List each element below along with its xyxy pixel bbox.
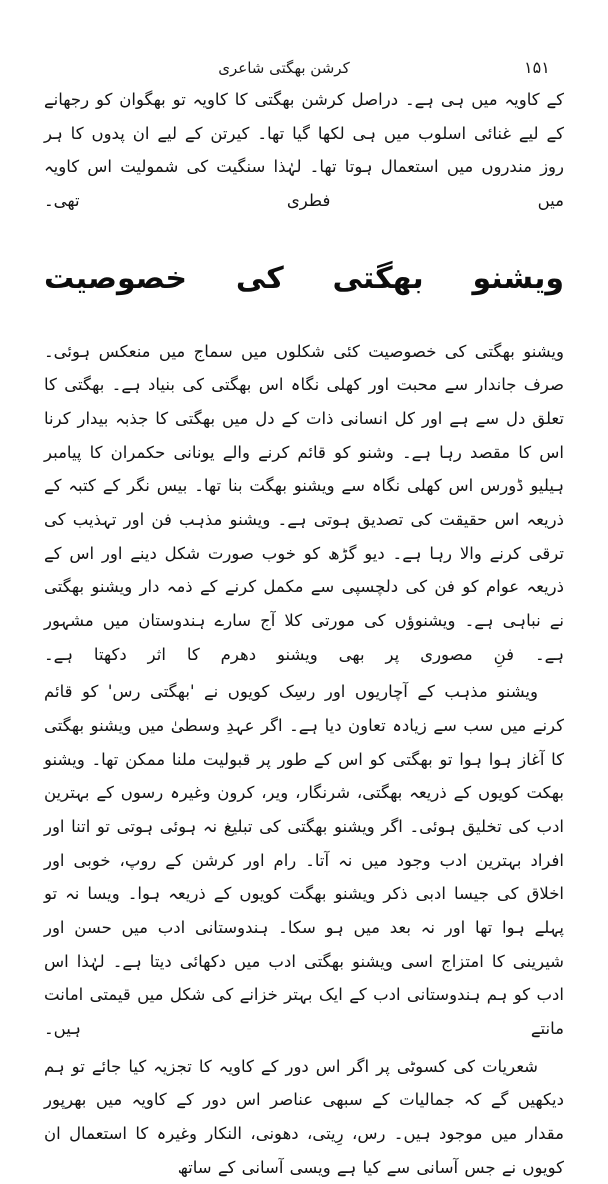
page-body	[44, 83, 564, 1184]
paragraph-1: ویشنو بھگتی کی خصوصیت کئی شکلوں میں سماج میں منعکس ہوئی۔ صرف جاندار سے محبت اور کھلی نگاہ اس بھگتی کی بنیاد ہے۔ بھگتی کا تعلق دل سے ہے اور کل انسانی ذات کے دل میں بھگتی کا جذبہ بیدار کرنا اس کا مقصد رہا ہے۔ وشنو کو قائم کرنے والے یونانی حکمران کا پیامبر ہیلیو ڈورس اس کھلی نگاہ سے ویشنو بھگت بنا تھا۔ بیس نگر کے کتبہ کے ذریعہ اس حقیقت کی تصدیق ہوتی ہے۔ ویشنو مذہب فن اور تہذیب کی ترقی کرنے والا رہا ہے۔ دیو گڑھ کو خوب صورت شکل دینے اور اس کے ذریعہ عوام کو فن کی دلچسپی سے مکمل کرنے کے ذمہ دار ویشنو بھگتی نے نباہی ہے۔ ویشنوؤں کی مورتی کلا آج سارے ہندوستان میں مشہور ہے۔ فنِ مصوری پر بھی ویشنو دھرم کا اثر دکھتا ہے۔	[44, 341, 564, 664]
paragraph-2: ویشنو مذہب کے آچاریوں اور رسِک کویوں نے 'بھگتی رس' کو قائم کرنے میں سب سے زیادہ تعاون دیا ہے۔ اگر عہدِ وسطیٰ میں ویشنو بھگتی کا آغاز ہوا ہوا تو بھگتی کو اس کے طور پر قبولیت ملنا ممکن تھا۔ ویشنو بھکت کویوں کے ذریعہ بھگتی، شرنگار، ویر، کرون وغیرہ رسوں کے بہترین ادب کی تخلیق ہوئی۔ اگر ویشنو بھگتی کی تبلیغ نہ ہوئی ہوتی تو اتنا اور افراد بہترین ادب وجود میں نہ آتا۔ رام اور کرشن کے روپ، خوبی اور اخلاق کی جیسا ادبی ذکر ویشنو بھگت کویوں کے ذریعہ ہوا۔ ویسا نہ تو پہلے ہوا تھا اور نہ بعد میں ہو سکا۔ ہندوستانی ادب میں حسن اور شیرینی کا امتزاج اسی ویشنو بھگتی ادب میں دکھائی دیتا ہے۔ لہٰذا اس ادب کو ہم ہندوستانی ادب کے ایک بہتر خزانے کی شکل میں قیمتی امانت مانتے ہیں۔	[44, 682, 564, 1038]
section-heading: ویشنو بھگتی کی خصوصیت	[44, 260, 564, 296]
running-title: کرشن بھگتی شاعری	[218, 59, 350, 77]
page-header	[44, 58, 564, 77]
paragraph-3: شعریات کی کسوٹی پر اگر اس دور کے کاویہ کا تجزیہ کیا جائے تو ہم دیکھیں گے کہ جمالیات کے سبھی عناصر اس دور کے کاویہ میں بھرپور مقدار میں موجود ہیں۔ رس، رِیتی، دھونی، النکار وغیرہ کا استعمال ان کویوں نے جس آسانی سے کیا ہے ویسی آسانی کے ساتھ	[44, 1056, 564, 1177]
paragraph-continuation: کے کاویہ میں ہی ہے۔ دراصل کرشن بھگتی کا کاویہ تو بھگوان کو رجھانے کے لیے غنائی اسلوب میں ہی لکھا گیا تھا۔ کیرتن کے لیے ان پدوں کا ہر روز مندروں میں استعمال ہوتا تھا۔ لہٰذا سنگیت کی شمولیت اس کاویہ میں فطری تھی۔	[44, 90, 564, 210]
page-number: ۱۵۱	[524, 58, 550, 77]
